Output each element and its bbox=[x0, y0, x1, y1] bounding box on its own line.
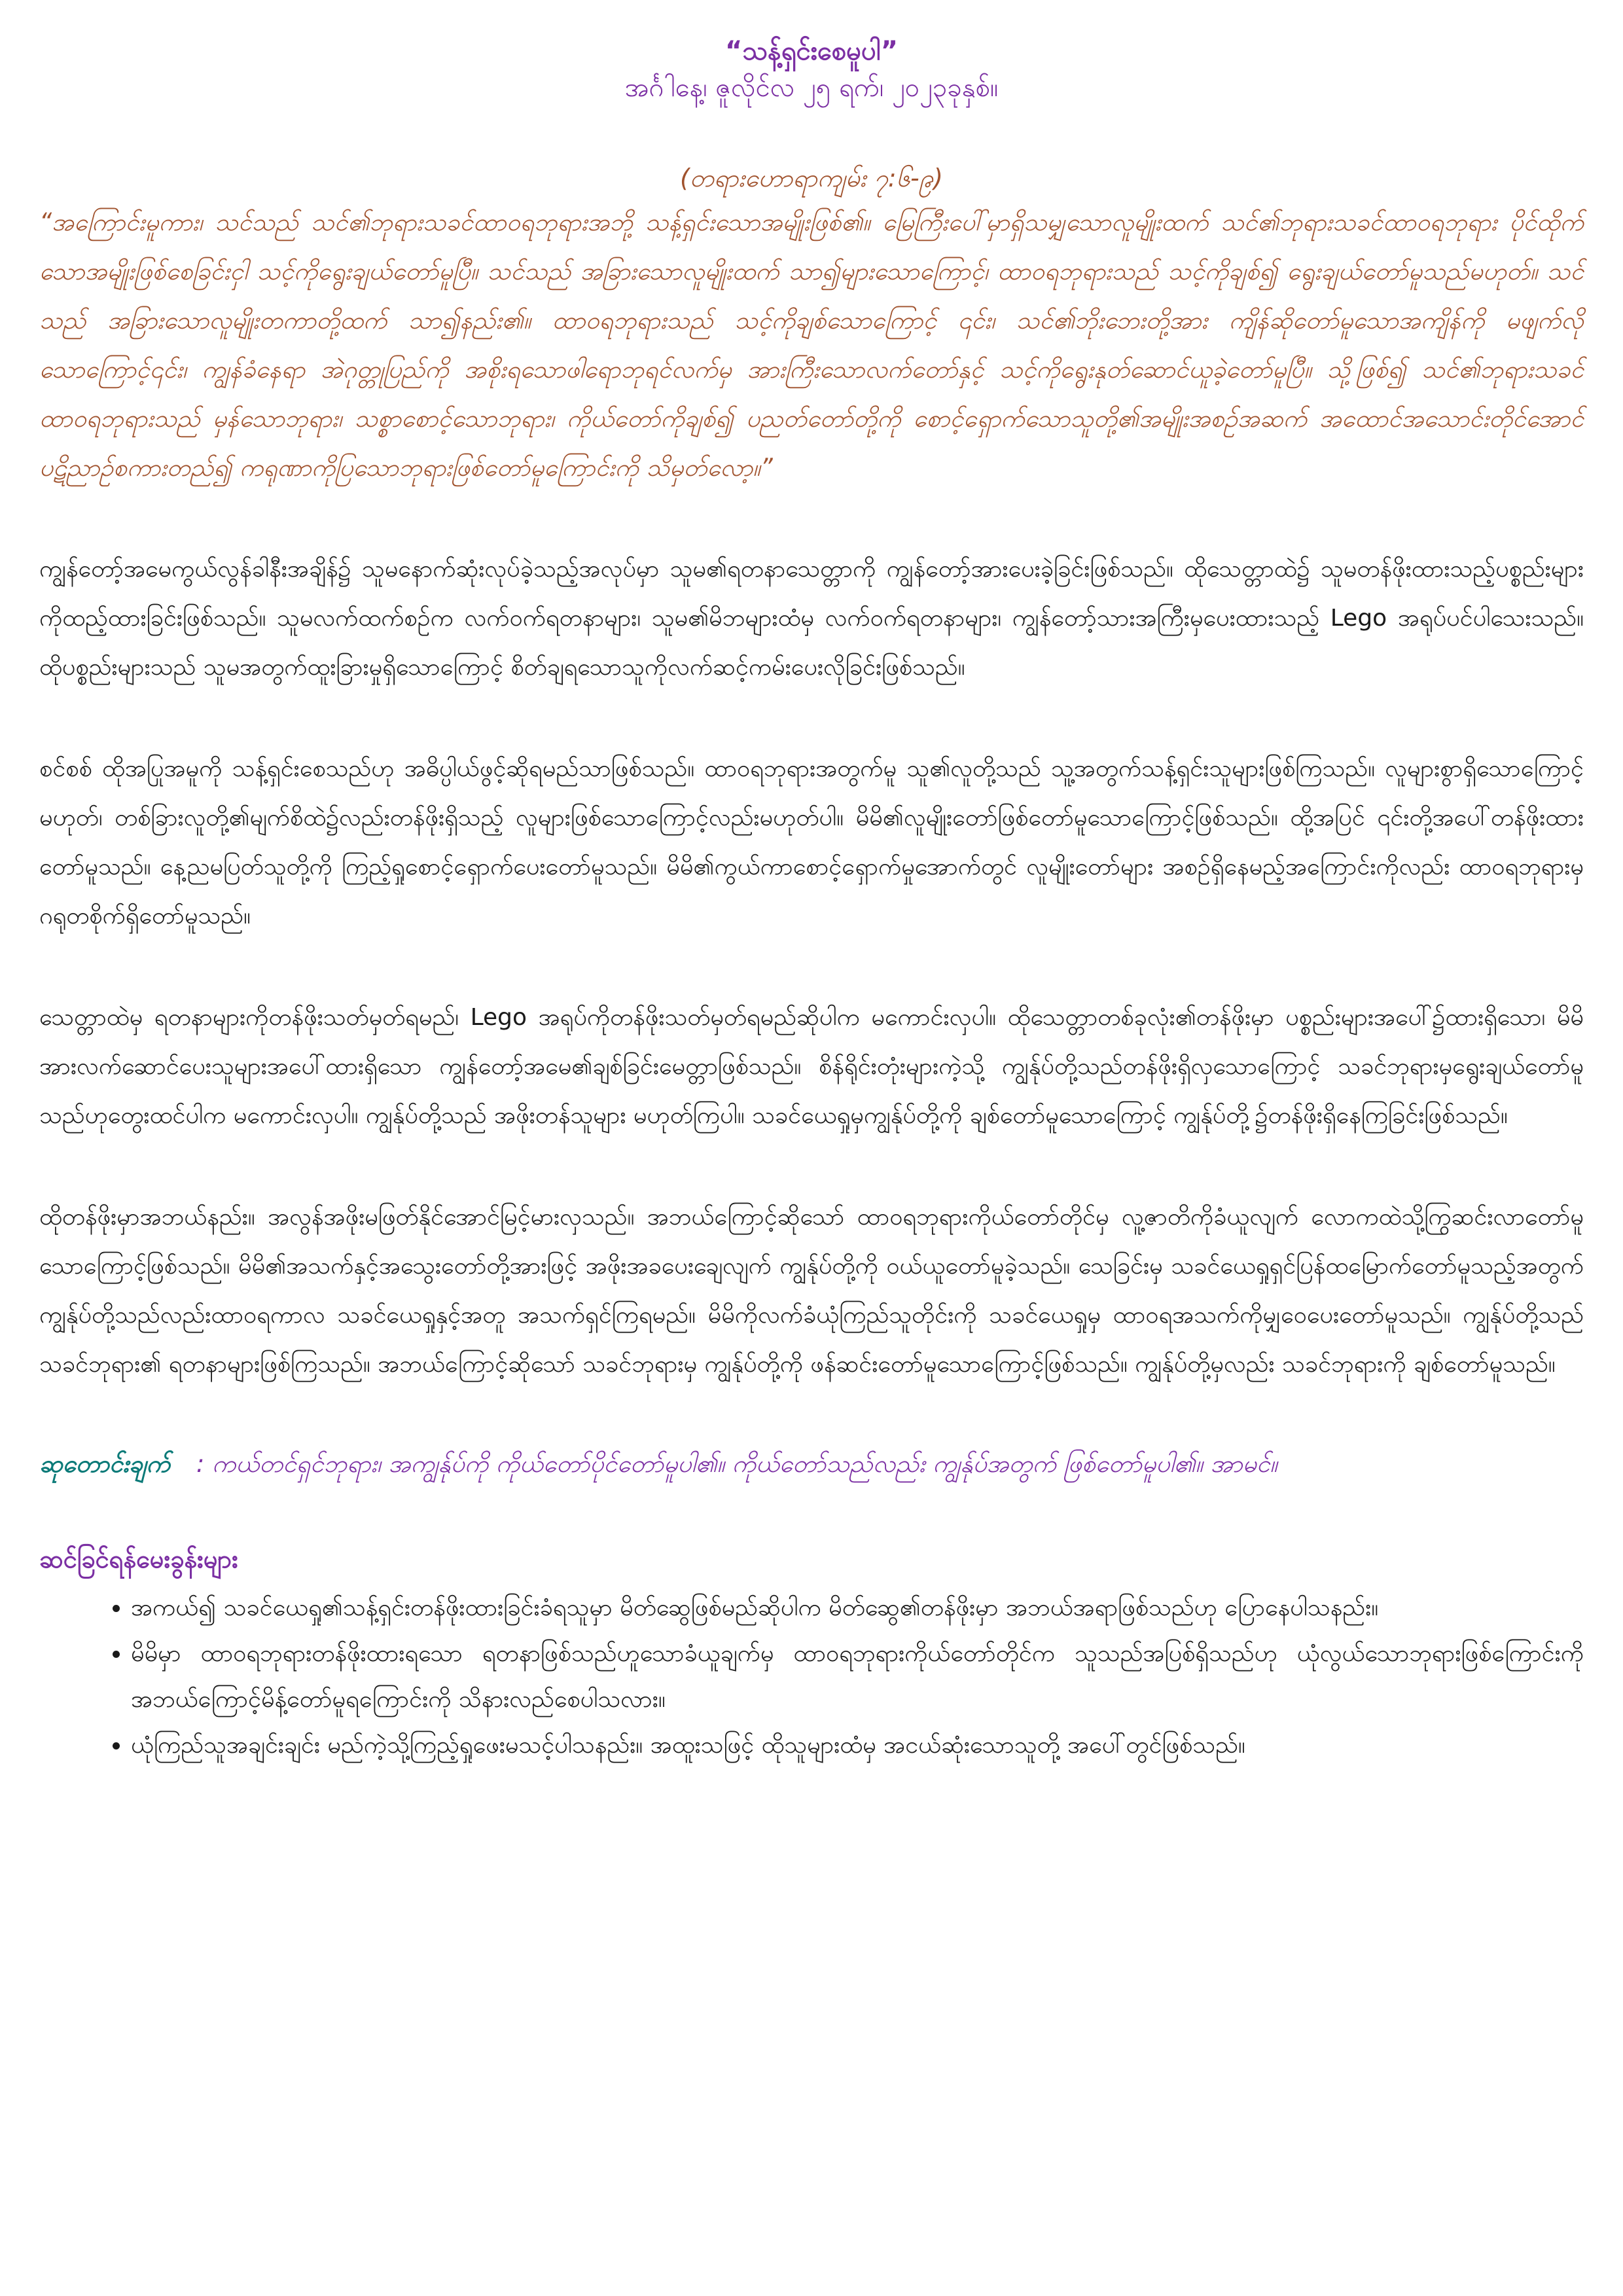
prayer-label: ဆုတောင်းချက် bbox=[39, 1450, 170, 1478]
body-paragraph-3: သေတ္တာထဲမှ ရတနာများကိုတန်ဖိုးသတ်မှတ်ရမည်၊ Lego အရုပ်ကိုတန်ဖိုးသတ်မှတ်ရမည်ဆိုပါက မကောင်းလှပါ။ ထိုသေတ္တာတစ်ခုလုံး၏တန်ဖိုးမှာ ပစ္စည်းများအပေါ်၌ထားရှိသော၊ မိမိအားလက်ဆောင်ပေးသူများအပေါ်ထားရှိသော ကျွန်တော့်အမေ၏ချစ်ခြင်းမေတ္တာဖြစ်သည်။ စိန်ရိုင်းတုံးများကဲ့သို့ ကျွန်ုပ်တို့သည်တန်ဖိုးရှိလှသောကြောင့် သခင်ဘုရားမှရွေးချယ်တော်မူသည်ဟုတွေးထင်ပါက မကောင်းလှပါ။ ကျွန်ုပ်တို့သည် အဖိုးတန်သူများ မဟုတ်ကြပါ။ သခင်ယေရှုမှကျွန်ုပ်တို့ကို ချစ်တော်မူသောကြောင့် ကျွန်ုပ်တို့၌တန်ဖိုးရှိနေကြခြင်းဖြစ်သည်။ bbox=[39, 1004, 1584, 1129]
body-paragraph-1: ကျွန်တော့်အမေကွယ်လွန်ခါနီးအချိန်၌ သူမနောက်ဆုံးလုပ်ခဲ့သည့်အလုပ်မှာ သူမ၏ရတနာသေတ္တာကို ကျွန်တော့်အားပေးခဲ့ခြင်းဖြစ်သည်။ ထိုသေတ္တာထဲ၌ သူမတန်ဖိုးထားသည့်ပစ္စည်းများကိုထည့်ထားခြင်းဖြစ်သည်။ သူမလက်ထက်စဉ်က လက်ဝက်ရတနာများ၊ သူမ၏မိဘများထံမှ လက်ဝက်ရတနာများ၊ ကျွန်တော့်သားအကြီးမှပေးထားသည့် Lego အရုပ်ပင်ပါသေးသည်။ ထိုပစ္စည်းများသည် သူမအတွက်ထူးခြားမှုရှိသောကြောင့် စိတ်ချရသောသူကိုလက်ဆင့်ကမ်းပေးလိုခြင်းဖြစ်သည်။ bbox=[39, 556, 1584, 681]
prayer-text: : ကယ်တင်ရှင်ဘုရား၊ အကျွန်ုပ်ကို ကိုယ်တော်ပိုင်တော်မူပါ၏။ ကိုယ်တော်သည်လည်း ကျွန်ုပ်အတွက် ဖြစ်တော်မူပါ၏။ အာမင်။ bbox=[196, 1450, 1277, 1478]
questions-heading: ဆင်ခြင်ရန်မေးခွန်းများ bbox=[39, 1545, 238, 1573]
devotional-date: အင်္ဂါနေ့၊ ဇူလိုင်လ ၂၅ ရက်၊ ၂၀၂၃ခုနှစ်။ bbox=[624, 73, 999, 103]
prayer bbox=[39, 1441, 1584, 1487]
page-title: “သန့်ရှင်းစေမူပါ” bbox=[724, 36, 899, 66]
body-paragraph-4: ထိုတန်ဖိုးမှာအဘယ်နည်း။ အလွန်အဖိုးမဖြတ်နိုင်အောင်မြင့်မားလှသည်။ အဘယ်ကြောင့်ဆိုသော် ထာဝရဘုရားကိုယ်တော်တိုင်မှ လူ့ဇာတိကိုခံယူလျက် လောကထဲသို့ကြွဆင်းလာတော်မူသောကြောင့်ဖြစ်သည်။ မိမိ၏အသက်နှင့်အသွေးတော်တို့အားဖြင့် အဖိုးအခပေးချေလျက် ကျွန်ုပ်တို့ကို ဝယ်ယူတော်မူခဲ့သည်။ သေခြင်းမှ သခင်ယေရှုရှင်ပြန်ထမြောက်တော်မူသည့်အတွက် ကျွန်ုပ်တို့သည်လည်းထာဝရကာလ သခင်ယေရှုနှင့်အတူ အသက်ရှင်ကြရမည်။ မိမိကိုလက်ခံယုံကြည်သူတိုင်းကို သခင်ယေရှုမှ ထာဝရအသက်ကိုမျှဝေပေးတော်မူသည်။ ကျွန်ုပ်တို့သည် သခင်ဘုရား၏ ရတနာများဖြစ်ကြသည်။ အဘယ်ကြောင့်ဆိုသော် သခင်ဘုရားမှ ကျွန်ုပ်တို့ကို ဖန်ဆင်းတော်မူသောကြောင့်ဖြစ်သည်။ ကျွန်ုပ်တို့မှလည်း သခင်ဘုရားကို ချစ်တော်မူသည်။ bbox=[39, 1204, 1584, 1378]
question-item: • ယုံကြည်သူအချင်းချင်း မည်ကဲ့သို့ကြည့်ရှုဖေးမသင့်ပါသနည်း။ အထူးသဖြင့် ထိုသူများထံမှ အငယ်ဆုံးသောသူတို့ အပေါ်တွင်ဖြစ်သည်။ bbox=[131, 1723, 1584, 1768]
devotional-page bbox=[39, 33, 1584, 1768]
scripture-text: “အကြောင်းမူကား၊ သင်သည် သင်၏ဘုရားသခင်ထာဝရဘုရားအဘို့ သန့်ရှင်းသောအမျိုးဖြစ်၏။ မြေကြီးပေါ်မှာရှိသမျှသောလူမျိုးထက် သင်၏ဘုရားသခင်ထာဝရဘုရား ပိုင်ထိုက်သောအမျိုးဖြစ်စေခြင်းငှါ သင့်ကိုရွေးချယ်တော်မူပြီ။ သင်သည် အခြားသောလူမျိုးထက် သာ၍များသောကြောင့်၊ ထာဝရဘုရားသည် သင့်ကိုချစ်၍ ရွေးချယ်တော်မူသည်မဟုတ်။ သင်သည် အခြားသောလူမျိုးတကာတို့ထက် သာ၍နည်း၏။ ထာဝရဘုရားသည် သင့်ကိုချစ်သောကြောင့် ၎င်း၊ သင်၏ဘိုးဘေးတို့အား ကျိန်ဆိုတော်မူသောအကျိန်ကို မဖျက်လိုသောကြောင့်၎င်း၊ ကျွန်ခံနေရာ အဲဂုတ္တုပြည်ကို အစိုးရသောဖါရောဘုရင်လက်မှ အားကြီးသောလက်တော်နှင့် သင့်ကိုရွေးနုတ်ဆောင်ယူခဲ့တော်မူပြီ။ သို့ဖြစ်၍ သင်၏ဘုရားသခင်ထာဝရဘုရားသည် မှန်သောဘုရား၊ သစ္စာစောင့်သောဘုရား၊ ကိုယ်တော်ကိုချစ်၍ ပညတ်တော်တို့ကို စောင့်ရှောက်သောသူတို့၏အမျိုးအစဉ်အဆက် အထောင်အသောင်းတိုင်အောင် ပဋိညာဉ်စကားတည်၍ ကရုဏာကိုပြသောဘုရားဖြစ်တော်မူကြောင်းကို သိမှတ်လော့။” bbox=[39, 208, 1584, 482]
scripture-reference: (တရားဟောရာကျမ်း ၇:၆-၉) bbox=[680, 164, 943, 192]
question-item: • အကယ်၍ သခင်ယေရှု၏သန့်ရှင်းတန်ဖိုးထားခြင်းခံရသူမှာ မိတ်ဆွေဖြစ်မည်ဆိုပါက မိတ်ဆွေ၏တန်ဖိုးမှာ အဘယ်အရာဖြစ်သည်ဟု ပြောနေပါသနည်း။ bbox=[131, 1585, 1584, 1631]
questions-list bbox=[39, 1585, 1584, 1768]
body-paragraph-2: စင်စစ် ထိုအပြုအမူကို သန့်ရှင်းစေသည်ဟု အဓိပ္ပါယ်ဖွင့်ဆိုရမည်သာဖြစ်သည်။ ထာဝရဘုရားအတွက်မူ သူ၏လူတို့သည် သူ့အတွက်သန့်ရှင်းသူများဖြစ်ကြသည်။ လူများစွာရှိသောကြောင့်မဟုတ်၊ တစ်ခြားလူတို့၏မျက်စိထဲ၌လည်းတန်ဖိုးရှိသည့် လူများဖြစ်သောကြောင့်လည်းမဟုတ်ပါ။ မိမိ၏လူမျိုးတော်ဖြစ်တော်မူသောကြောင့်ဖြစ်သည်။ ထို့အပြင် ၎င်းတို့အပေါ်တန်ဖိုးထားတော်မူသည်။ နေ့ညမပြတ်သူတို့ကို ကြည့်ရှုစောင့်ရှောက်ပေးတော်မူသည်။ မိမိ၏ကွယ်ကာစောင့်ရှောက်မှုအောက်တွင် လူမျိုးတော်များ အစဉ်ရှိနေမည့်အကြောင်းကိုလည်း ထာဝရဘုရားမှ ဂရုတစိုက်ရှိတော်မူသည်။ bbox=[39, 755, 1584, 929]
question-item: • မိမိမှာ ထာဝရဘုရားတန်ဖိုးထားရသော ရတနာဖြစ်သည်ဟူသောခံယူချက်မှ ထာဝရဘုရားကိုယ်တော်တိုင်က သူသည်အပြစ်ရှိသည်ဟု ယုံလွယ်သောဘုရားဖြစ်ကြောင်းကို အဘယ်ကြောင့်မိန့်တော်မူရကြောင်းကို သိနားလည်စေပါသလား။ bbox=[131, 1631, 1584, 1723]
